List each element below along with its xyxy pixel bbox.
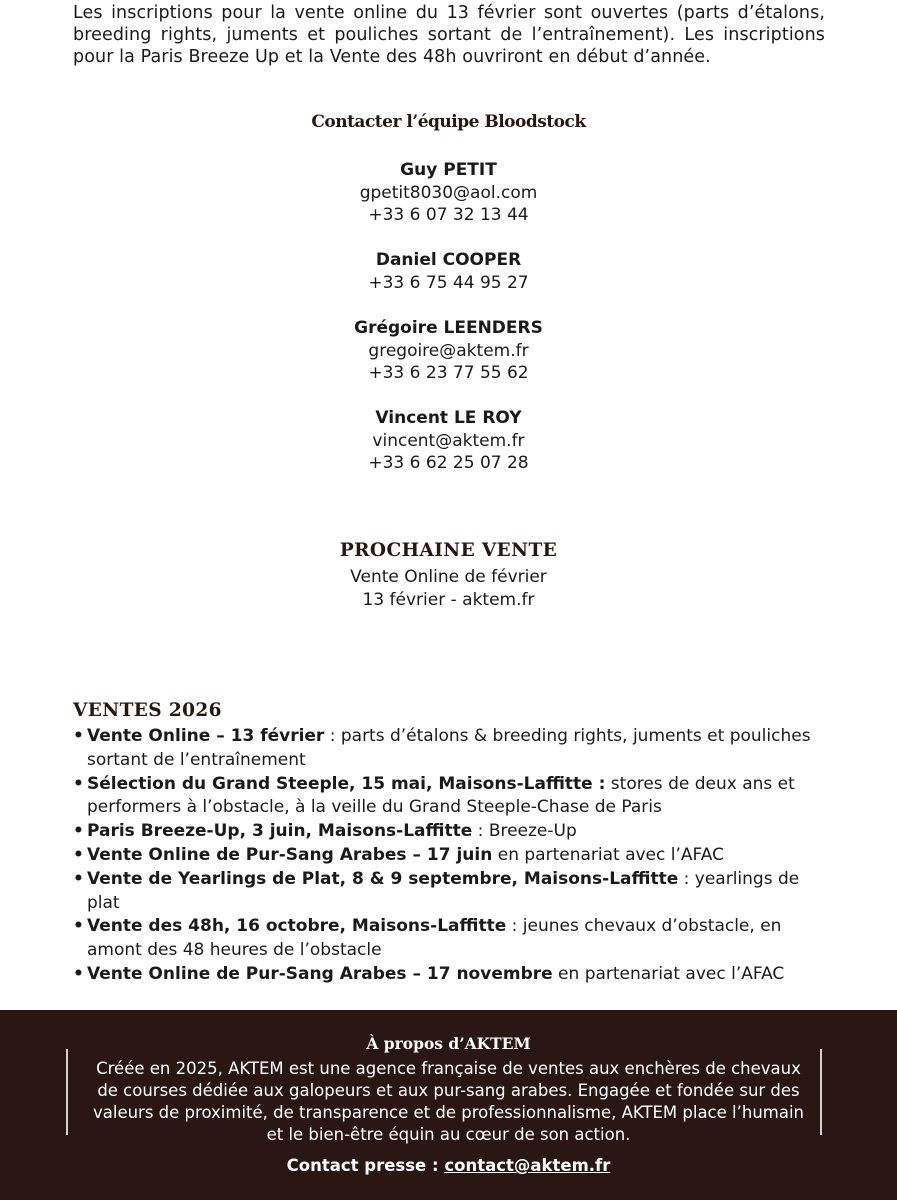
press-contact: [0, 1156, 897, 1175]
sale-detail: : parts d’étalons & breeding rights, juments et pouliches sortant de l’entraînement: [87, 726, 811, 770]
ventes-2026-title: VENTES 2026: [73, 700, 222, 721]
person-phone[interactable]: +33 6 75 44 95 27: [368, 272, 529, 293]
sale-name: Vente Online – 13 février: [87, 726, 325, 746]
sale-detail: stores de deux ans et performers à l’obstacle, à la veille du Grand Steeple-Chase de Paris: [87, 773, 795, 818]
list-item: [73, 820, 833, 844]
list-item: [73, 725, 833, 773]
sale-name: Vente des 48h, 16 octobre, Maisons-Laffitte: [87, 916, 507, 937]
sale-detail: : jeunes chevaux d’obstacle, en amont des 48 heures de l’obstacle: [87, 916, 782, 961]
person-name: Daniel COOPER: [375, 250, 522, 270]
contact-person: [0, 159, 897, 227]
right-divider: [820, 1049, 822, 1135]
about-title: À propos d’AKTEM: [366, 1034, 531, 1053]
person-name: Vincent LE ROY: [375, 408, 522, 428]
sale-name: Paris Breeze-Up, 3 juin, Maisons-Laffitte: [87, 821, 473, 842]
bullet: •: [73, 868, 84, 889]
bullet: •: [73, 726, 84, 746]
bullet: •: [73, 916, 84, 937]
sale-detail: en partenariat avec l’AFAC: [492, 844, 724, 865]
contact-person: [0, 249, 897, 294]
about-text: Créée en 2025, AKTEM est une agence française de ventes aux enchères de chevaux de courses dédiée aux galopeurs et aux pur-sang arabes. Engagée et fondée sur des valeurs de proximité, de transparence et de professionnalisme, AKTEM place l’humain et le bien-être équin au cœur de son action.: [92, 1059, 804, 1144]
bullet: •: [73, 963, 84, 984]
person-email[interactable]: vincent@aktem.fr: [372, 430, 525, 451]
press-email-link[interactable]: contact@aktem.fr: [444, 1156, 611, 1175]
press-label: Contact presse :: [286, 1156, 445, 1175]
next-sale-title: PROCHAINE VENTE: [339, 540, 558, 561]
sale-name: Vente Online de Pur-Sang Arabes – 17 juin: [87, 844, 493, 865]
footer-about: [0, 1010, 897, 1200]
sale-detail: en partenariat avec l’AFAC: [552, 963, 785, 984]
person-name: Guy PETIT: [400, 160, 497, 180]
contact-person: [0, 317, 897, 385]
contact-person: [0, 407, 897, 475]
next-sale-name: Vente Online de février: [350, 567, 547, 587]
sale-detail: : yearlings de plat: [87, 868, 800, 913]
person-phone[interactable]: +33 6 62 25 07 28: [368, 453, 529, 473]
bullet: •: [73, 844, 84, 865]
intro-paragraph: Les inscriptions pour la vente online du 13 février sont ouvertes (parts d’étalons, breeding rights, juments et pouliches sortant de l’entraînement). Les inscriptions pour la Paris Breeze Up et la Vente des 48h ouvriront en début d’année.: [73, 3, 825, 67]
person-phone[interactable]: +33 6 07 32 13 44: [368, 205, 529, 225]
sale-name: Vente de Yearlings de Plat, 8 & 9 septembre, Maisons-Laffitte: [87, 868, 679, 889]
person-phone[interactable]: +33 6 23 77 55 62: [368, 363, 529, 383]
person-email[interactable]: gpetit8030@aol.com: [359, 182, 538, 203]
sale-name: Sélection du Grand Steeple, 15 mai, Maisons-Laffitte :: [87, 773, 606, 794]
bullet: •: [73, 773, 84, 794]
list-item: [73, 773, 833, 821]
list-item: [73, 844, 833, 868]
sale-detail: : Breeze-Up: [472, 821, 577, 842]
list-item: [73, 868, 833, 916]
next-sale-date[interactable]: 13 février - aktem.fr: [362, 590, 535, 610]
person-name: Grégoire LEENDERS: [354, 318, 543, 338]
sale-name: Vente Online de Pur-Sang Arabes – 17 novembre: [87, 963, 553, 984]
person-email[interactable]: gregoire@aktem.fr: [368, 340, 529, 361]
ventes-2026-list: [73, 725, 833, 987]
bullet: •: [73, 821, 84, 842]
left-divider: [66, 1049, 68, 1135]
list-item: [73, 915, 833, 963]
list-item: [73, 963, 833, 987]
contact-section-title: Contacter l’équipe Bloodstock: [311, 112, 586, 132]
